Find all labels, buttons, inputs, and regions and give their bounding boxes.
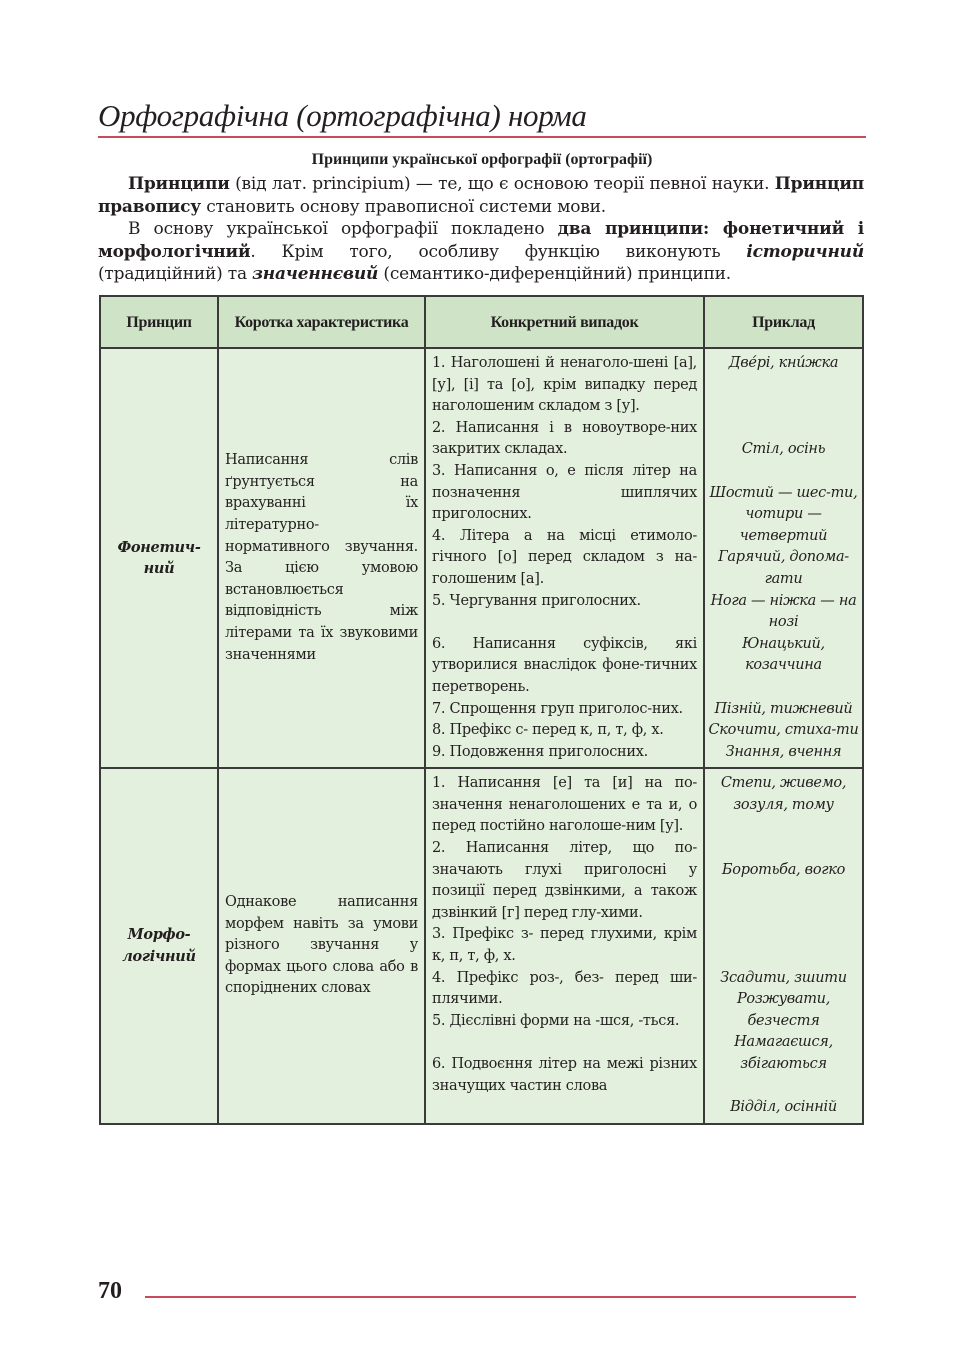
example-item: Скочити, стиха-ти <box>708 722 859 739</box>
case-item: 5. Чергування приголосних. <box>432 592 641 609</box>
intro-text-run: становить основу правописної системи мови. <box>200 196 606 217</box>
example-item: Шостий — шес-ти, чотири — четвертий <box>709 484 858 544</box>
page-heading: Орфографічна (ортографічна) норма <box>98 98 587 133</box>
case-item: 2. Написання літер, що по-значають глухі приголосні у позиції перед дзвінкими, а також дзвінкий [г] перед глу-хими. <box>432 840 697 921</box>
example-item: Відділ, осінній <box>730 1099 837 1116</box>
cases-cell <box>425 768 704 1124</box>
column-header-principle: Принцип <box>100 296 218 348</box>
cases-cell <box>425 348 704 768</box>
description-cell: Однакове написання морфем навіть за умови різного звучання у формах цього слова або в споріднених словах <box>218 768 425 1124</box>
term-two-principles: два принципи: фонетичний і морфологічний <box>98 219 864 262</box>
example-item: Знання, вчення <box>725 743 842 760</box>
intro-text-run: . Крім того, особливу функцію виконують <box>250 241 747 262</box>
example-item: Юнацький, козаччина <box>742 635 825 674</box>
principle-cell: Морфо-логічний <box>100 768 218 1124</box>
term-principles: Принципи <box>128 174 230 194</box>
example-item: Намагаєшся, збігаються <box>734 1034 833 1072</box>
example-item: Зсадити, зшити <box>720 969 847 986</box>
column-header-case: Конкретний випадок <box>425 296 704 348</box>
principles-table <box>99 295 864 1125</box>
case-item: 9. Подовження приголосних. <box>432 743 648 760</box>
section-subheading: Принципи української орфографії (ортографії) <box>311 151 653 168</box>
page-number: 70 <box>98 1278 122 1304</box>
term-spelling-principle: Принцип правопису <box>98 174 864 217</box>
heading-rule <box>98 136 866 138</box>
table-row-morphological <box>100 768 863 1124</box>
example-item: Розжувати, безчестя <box>736 991 831 1029</box>
example-item: Пізній, тижневий <box>714 700 853 717</box>
intro-text-run: (традиційний) та <box>98 264 253 284</box>
case-item: 1. Написання [е] та [и] на по-значення ненаголошених е та и, о перед постійно наголоше-ним [у]. <box>432 775 697 835</box>
case-item: 3. Написання о, е після літер на позначення шиплячих приголосних. <box>432 462 697 523</box>
intro-text-run: (від лат. principium) — те, що є основою теорії певної науки. <box>229 174 775 194</box>
examples-cell <box>704 768 863 1124</box>
case-item: 4. Літера а на місці етимоло-гічного [о] перед складом з на-голошеним [а]. <box>432 527 697 587</box>
case-item: 2. Написання і в новоутворе-них закритих складах. <box>432 419 697 458</box>
case-item: 1. Наголошені й ненаголо-шені [а], [у], [і] та [о], крім випадку перед наголошеним складом з [у]. <box>432 355 697 415</box>
table-row-phonetic <box>100 348 863 768</box>
intro-paragraph-1 <box>98 173 864 218</box>
case-item: 4. Префікс роз-, без- перед ши-плячими. <box>432 969 697 1008</box>
example-item: Стіл, осінь <box>741 441 826 458</box>
example-item: Две́рі, кни́жка <box>728 355 839 371</box>
example-item: Боротьба, вогко <box>721 861 846 878</box>
table-header-row <box>100 296 863 348</box>
example-item: Гарячий, допома-гати <box>718 549 849 587</box>
footer-rule <box>145 1296 856 1298</box>
examples-cell <box>704 348 863 768</box>
example-item: Степи, живемо, зозуля, тому <box>720 775 847 813</box>
intro-paragraph-2 <box>98 218 864 286</box>
case-item: 8. Префікс с- перед к, п, т, ф, х. <box>432 722 664 739</box>
example-item: Нога — ніжка — на нозі <box>710 592 857 631</box>
principle-cell: Фонетич-ний <box>100 348 218 768</box>
case-item: 6. Подвоєння літер на межі різних значущих частин слова <box>432 1056 697 1094</box>
intro-text <box>98 173 864 286</box>
column-header-example: Приклад <box>704 296 863 348</box>
intro-text-run: (семантико-диференційний) принципи. <box>378 264 732 284</box>
term-semantic: значеннєвий <box>252 264 379 284</box>
case-item: 3. Префікс з- перед глухими, крім к, п, т, ф, х. <box>432 926 697 965</box>
column-header-characteristic: Коротка характеристика <box>218 296 425 348</box>
description-cell: Написання слів ґрунтується на врахуванні їх літературно-нормативного звучання. За цією умовою встановлюється відповідність між літерами та їх звуковими значеннями <box>218 348 425 768</box>
case-item: 6. Написання суфіксів, які утворилися внаслідок фоне-тичних перетворень. <box>432 635 697 695</box>
case-item: 7. Спрощення груп приголос-них. <box>432 700 683 717</box>
intro-text-run: В основу української орфографії покладено <box>128 219 558 239</box>
term-historical: історичний <box>746 241 864 262</box>
case-item: 5. Дієслівні форми на -шся, -ться. <box>432 1012 680 1029</box>
